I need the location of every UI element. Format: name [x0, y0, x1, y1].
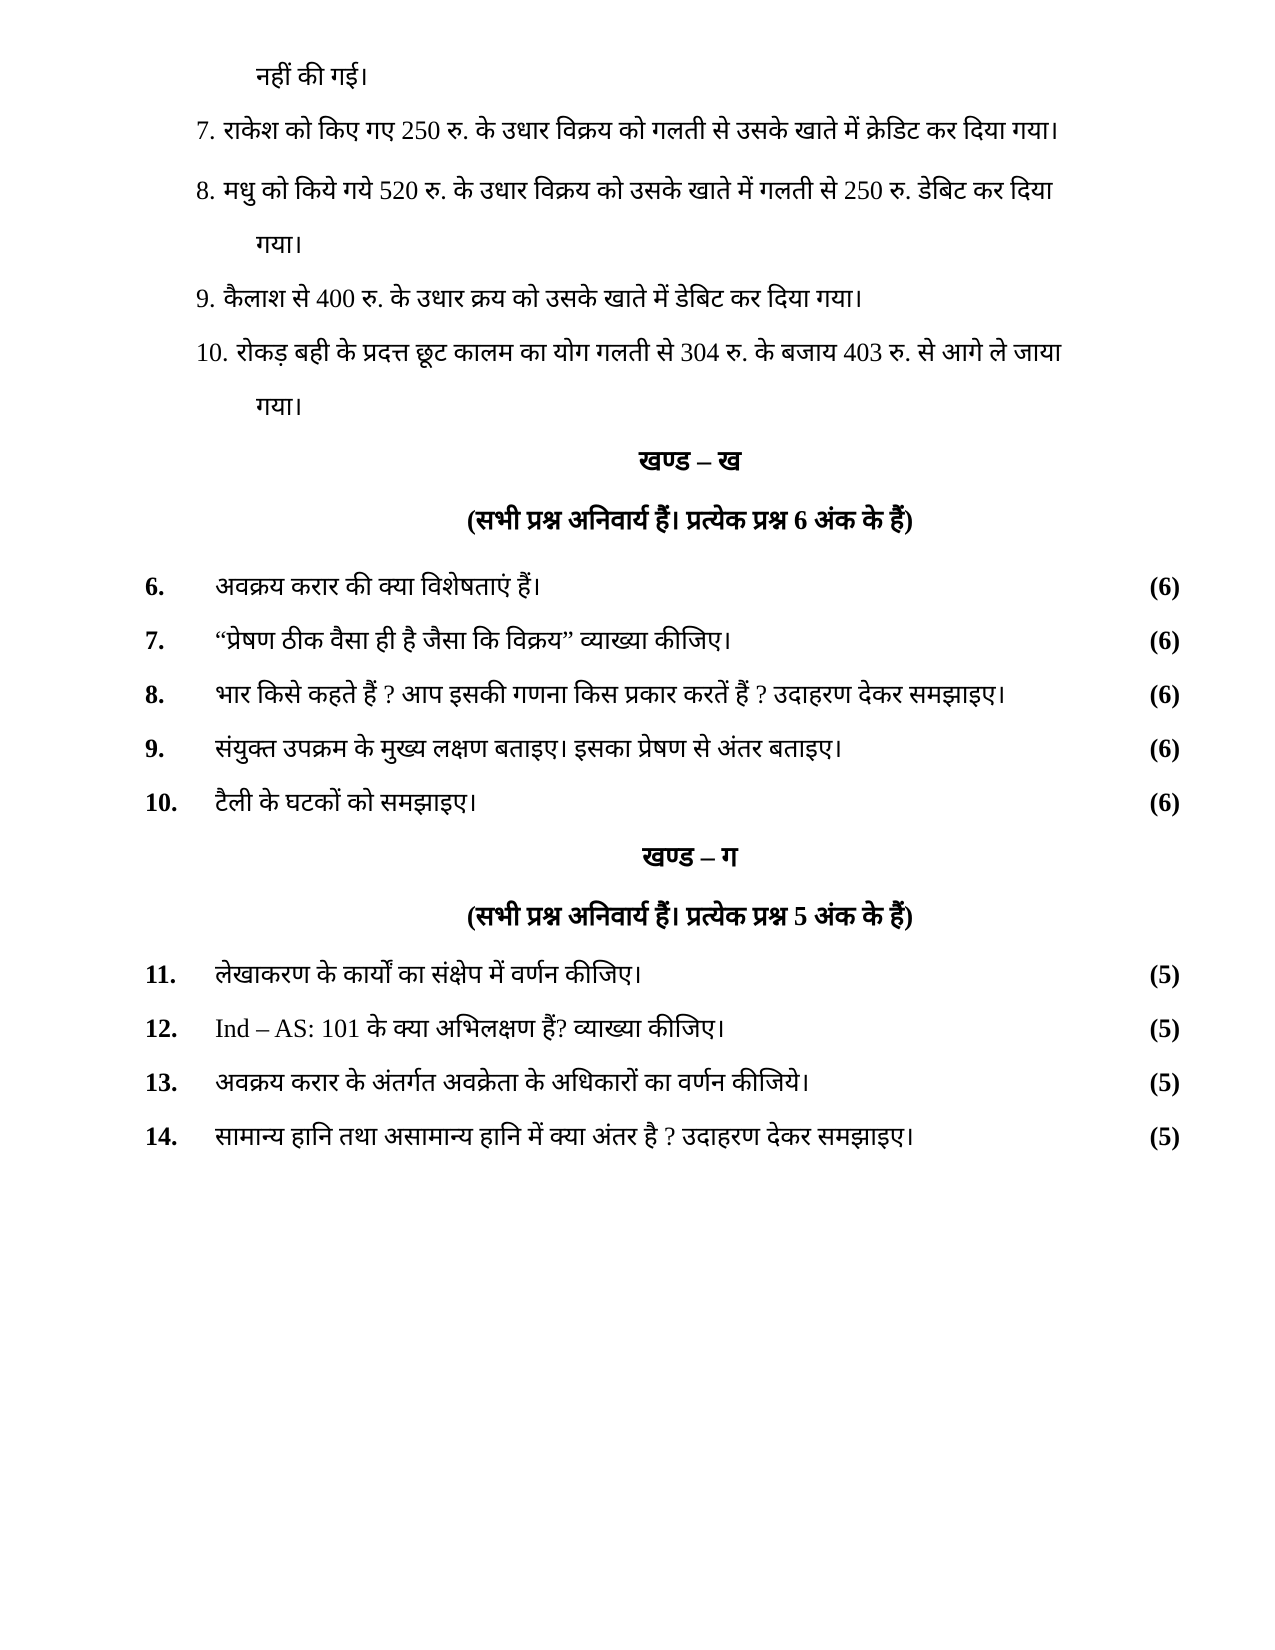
question-number: 10.	[145, 788, 178, 817]
list-item-10	[196, 336, 1275, 370]
question-8	[0, 678, 1275, 712]
continuation-line: नहीं की गई।	[256, 62, 368, 91]
question-marks: (6)	[1149, 626, 1180, 655]
question-12	[0, 1012, 1275, 1046]
question-marks: (6)	[1149, 680, 1180, 709]
list-item-text: राकेश को किए गए 250 रु. के उधार विक्रय को गलती से उसके खाते में क्रेडिट कर दिया गया।	[223, 116, 1059, 145]
question-marks: (6)	[1149, 734, 1180, 763]
list-item-10-continuation: गया।	[256, 392, 303, 421]
section-kha-instruction: (सभी प्रश्न अनिवार्य हैं। प्रत्येक प्रश्न 6 अंक के हैं)	[466, 505, 914, 535]
question-text: भार किसे कहते हैं ? आप इसकी गणना किस प्रकार करतें हैं ? उदाहरण देकर समझाइए।	[215, 680, 1006, 709]
question-number: 12.	[145, 1014, 178, 1043]
question-6	[0, 570, 1275, 604]
list-item-text: रोकड़ बही के प्रदत्त छूट कालम का योग गलती से 304 रु. के बजाय 403 रु. से आगे ले जाया	[236, 338, 1062, 367]
question-marks: (6)	[1149, 788, 1180, 817]
question-7	[0, 624, 1275, 658]
question-text: लेखाकरण के कार्यों का संक्षेप में वर्णन कीजिए।	[215, 960, 642, 989]
list-item-text: मधु को किये गये 520 रु. के उधार विक्रय को उसके खाते में गलती से 250 रु. डेबिट कर दिया	[223, 176, 1053, 205]
question-marks: (5)	[1149, 960, 1180, 989]
question-text: “प्रेषण ठीक वैसा ही है जैसा कि विक्रय” व्याख्या कीजिए।	[215, 626, 732, 655]
question-10	[0, 786, 1275, 820]
list-item-7	[196, 114, 1275, 148]
question-13	[0, 1066, 1275, 1100]
question-number: 8.	[145, 680, 165, 709]
question-text: अवक्रय करार की क्या विशेषताएं हैं।	[215, 572, 541, 601]
list-item-number: 9.	[196, 284, 216, 313]
question-number: 6.	[145, 572, 165, 601]
question-11	[0, 958, 1275, 992]
question-number: 7.	[145, 626, 165, 655]
list-item-number: 7.	[196, 116, 216, 145]
question-text: टैली के घटकों को समझाइए।	[215, 788, 477, 817]
question-number: 14.	[145, 1122, 178, 1151]
list-item-number: 10.	[196, 338, 229, 367]
list-item-number: 8.	[196, 176, 216, 205]
question-text: संयुक्त उपक्रम के मुख्य लक्षण बताइए। इसका प्रेषण से अंतर बताइए।	[215, 734, 843, 763]
question-text: Ind – AS: 101 के क्या अभिलक्षण हैं? व्याख्या कीजिए।	[215, 1014, 725, 1043]
question-text: सामान्य हानि तथा असामान्य हानि में क्या अंतर है ? उदाहरण देकर समझाइए।	[215, 1122, 915, 1151]
question-number: 11.	[145, 960, 177, 989]
question-14	[0, 1120, 1275, 1154]
question-9	[0, 732, 1275, 766]
list-item-9	[196, 282, 1275, 316]
question-number: 9.	[145, 734, 165, 763]
question-marks: (5)	[1149, 1122, 1180, 1151]
list-item-8	[196, 174, 1275, 208]
list-item-text: कैलाश से 400 रु. के उधार क्रय को उसके खाते में डेबिट कर दिया गया।	[223, 284, 863, 313]
section-ga-heading: खण्ड – ग	[642, 842, 738, 873]
list-item-8-continuation: गया।	[256, 230, 303, 259]
section-ga-instruction: (सभी प्रश्न अनिवार्य हैं। प्रत्येक प्रश्न 5 अंक के हैं)	[466, 901, 914, 931]
question-marks: (6)	[1149, 572, 1180, 601]
question-number: 13.	[145, 1068, 178, 1097]
question-marks: (5)	[1149, 1068, 1180, 1097]
section-kha-heading: खण्ड – ख	[638, 446, 742, 477]
question-marks: (5)	[1149, 1014, 1180, 1043]
question-text: अवक्रय करार के अंतर्गत अवक्रेता के अधिकारों का वर्णन कीजिये।	[215, 1068, 810, 1097]
